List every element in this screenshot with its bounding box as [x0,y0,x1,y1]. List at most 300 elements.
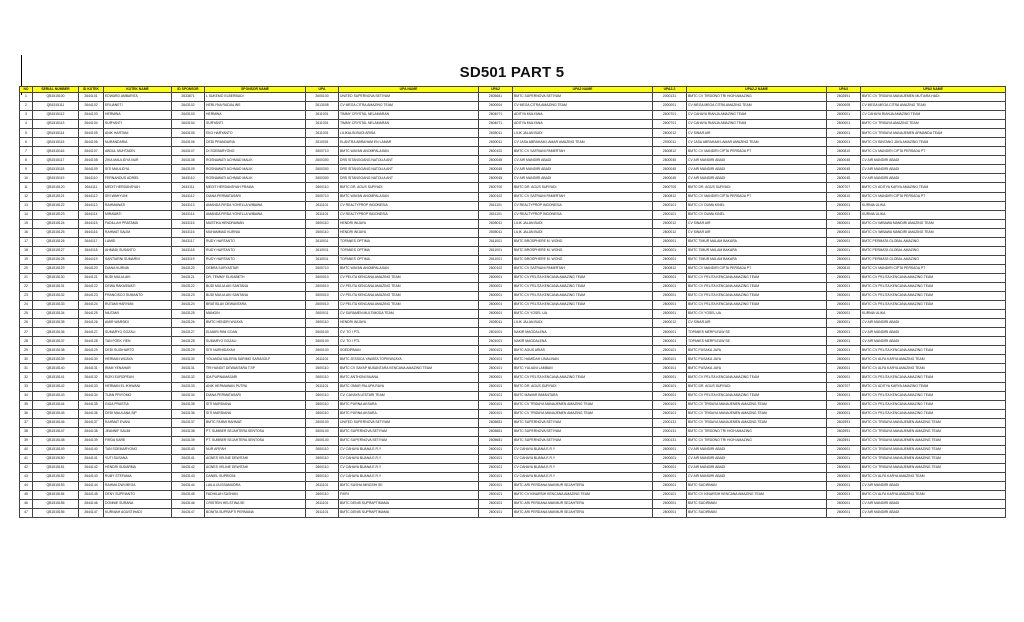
table-cell: DEDI MAULANA SIP [104,409,172,418]
table-cell: 31 [20,364,33,373]
table-cell: BMTC ARI PERDANA MAKMUR SEJAHTERA [513,500,653,509]
table-cell: 2643129 [172,346,205,355]
table-cell: 2611101 [306,210,339,219]
table-cell: 2644104 [79,120,104,129]
table-row [20,355,1006,364]
table-cell: 2643115 [172,219,205,228]
table-cell: BMTC TIMUR MALAM BAKARA [687,237,827,246]
table-cell: 2600100 [306,328,339,337]
table-cell: QB1515127 [33,246,79,255]
table-cell: BMTC WAYAN ANOMPALASAN [339,147,479,156]
table-cell: BMTC CV PELITA KENCANA AMAZING TEAM [687,301,827,310]
table-cell: 2600010 [306,292,339,301]
table-row [20,138,1006,147]
table-cell: 24 [20,301,33,310]
table-cell: 2643123 [172,292,205,301]
table-cell: 2644122 [79,282,104,291]
table-cell: CV. TO I PTL [339,328,479,337]
table-cell: 2643138 [172,427,205,436]
table-cell: 44 [20,482,33,491]
column-header: NO [20,87,33,93]
table-cell: 2600100 [306,346,339,355]
table-row [20,337,1006,346]
table-cell: 2611001 [306,129,339,138]
table-cell: BMTC SUSHA NINGSIH SE [339,482,479,491]
table-cell: 2643102 [172,102,205,111]
column-header: UPA3 [827,87,861,93]
table-cell: QB1515147 [33,427,79,436]
table-cell: BMTC SUPERNOVA SETIYAM [513,418,653,427]
table-cell: ERLIANETI [104,102,172,111]
table-cell: QB1515139 [33,355,79,364]
table-cell: CV. CAHAYA LESTARI TEAM [339,391,479,400]
table-cell: FADHILAH SUSHAN [205,491,306,500]
table-cell: 2644140 [79,445,104,454]
table-cell: SOEDIRMAN [339,346,479,355]
table-cell: 2600001 [827,491,861,500]
table-cell: 27 [20,328,33,337]
table-cell: 2600001 [653,373,687,382]
table-cell: QB1515117 [33,156,79,165]
table-cell: 2643104 [172,120,205,129]
table-cell: 2600001 [653,246,687,255]
table-cell: 2600700 [479,183,513,192]
table-cell: 47 [20,509,33,518]
table-cell: 2610001 [306,138,339,147]
table-cell: CV AIR MANDIRI ABADI [687,454,827,463]
table-cell: GIGA PRASTIA [104,400,172,409]
table-cell: CV CAHAYA BUANA E.R.Y [513,463,653,472]
table-cell: 2600001 [653,310,687,319]
table-cell: 18 [20,246,33,255]
table-cell: QB1515118 [33,165,79,174]
table-cell: TAN FOEK YIEN [104,337,172,346]
table-cell: HENDRI WIJAYA [339,319,479,328]
table-cell: 2000131 [653,418,687,427]
table-row [20,364,1006,373]
table-cell: 2644126 [79,319,104,328]
table-cell: 2600001 [827,346,861,355]
table-cell: DRS SITANGGANG NATOLIA ANT [339,165,479,174]
table-row [20,427,1006,436]
table-cell: 2000131 [653,93,687,102]
table-row [20,282,1006,291]
table-cell: SRI WAHYUNI [104,192,172,201]
table-cell: 2600001 [827,391,861,400]
table-cell: 2600101 [479,346,513,355]
table-cell: 2600110 [306,472,339,481]
table-row [20,301,1006,310]
table-cell: 2600001 [827,210,861,219]
table-cell: ABDUL MUHTADIN [104,147,172,156]
table-cell: BMTC CV PELITA KENCANA AMAZING TEAM [861,373,1006,382]
table-cell: QB1515136 [33,328,79,337]
table-cell: 2644109 [79,165,104,174]
table-row [20,111,1006,120]
table-cell: 2644105 [79,129,104,138]
table-cell: 2600045 [479,156,513,165]
table-cell: 2643103 [172,111,205,120]
table-cell: 2600001 [827,111,861,120]
column-header: UPA3 NAME [861,87,1006,93]
table-cell: 2643107 [172,147,205,156]
table-cell: QB1515143 [33,391,79,400]
table-cell: 2643130 [172,355,205,364]
table-cell: 2600102 [479,147,513,156]
table-cell: 2644138 [79,427,104,436]
table-cell: 2611101 [479,210,513,219]
table-cell: 2600001 [827,301,861,310]
table-cell: LAILA ULISSAMUDRA [205,482,306,491]
table-cell: TOPANES OPTIMA [339,255,479,264]
table-cell: 2604071 [479,120,513,129]
table-cell: 2600001 [653,337,687,346]
table-cell: 2643132 [172,373,205,382]
table-cell: CRISTEIN HELSTINA SE [205,500,306,509]
table-row [20,255,1006,264]
table-cell: CV AIR MANDIRI ABADI [513,156,653,165]
table-cell: 2602591 [827,427,861,436]
table-cell: BMTC CV YOSEL UA [513,310,653,319]
table-row [20,156,1006,165]
table-cell: BMTC SUPERNOVA SETIYAM [513,427,653,436]
page-title: SD501 PART 5 [459,64,565,81]
table-cell: CV MEGA CITRA AMAZING TEAM [513,102,653,111]
table-cell: NAKIR MAGDALENA [513,328,653,337]
table-cell: 2600707 [827,382,861,391]
table-cell: 2600001 [827,282,861,291]
table-cell: BMTC CV TIRDONO TRI HIGH AMAZING [687,427,827,436]
table-cell: 2610011 [306,255,339,264]
table-cell: 2600001 [653,482,687,491]
table-cell: BUDI MULIA AKI SANTANA [205,292,306,301]
table-cell: 2644119 [79,255,104,264]
table-cell: 2600010 [306,273,339,282]
table-cell: AHMADI SUSANTO [104,246,172,255]
table-cell: CV CAHAYA RIANJA AMAZING TEAM [687,120,827,129]
table-cell: 2600102 [479,264,513,273]
table-cell: DIANA PERMATASARI [205,391,306,400]
table-cell: 37 [20,418,33,427]
table-row [20,228,1006,237]
table-cell: CV AIR MANDIRI ABADI [861,482,1006,491]
table-cell: TUAN PRIYOMO [104,391,172,400]
table-cell: 2611101 [306,482,339,491]
table-cell: MUHAMMAD KURNIA [205,228,306,237]
table-cell: BMTC TIMUR MALAM BAKARA [687,246,827,255]
column-header: UPA NAME [339,87,479,93]
table-row [20,409,1006,418]
table-cell: 2643116 [172,228,205,237]
table-cell: 6 [20,138,33,147]
table-cell: BMTC CV ADITYA KARYA AMAZING TEAM [861,183,1006,192]
table-cell: BMTC MAWAR BIMANTARA [513,391,653,400]
table-cell: 2600101 [479,409,513,418]
table-cell: BMTC DENIS SUPRAPTIMAMA [339,509,479,518]
table-cell: QB1515141 [33,373,79,382]
table-row [20,219,1006,228]
table-cell: 2600101 [479,500,513,509]
table-cell: HERMINA [205,111,306,120]
table-cell: CV REALTYPROP INDONESIA [339,210,479,219]
table-cell: BMTC CV PELITA KENCANA AMAZING TEAM [687,391,827,400]
table-cell: QB1515138 [33,346,79,355]
table-cell: LILIKALIN BUDI ARISA [339,129,479,138]
table-cell: 2644107 [79,147,104,156]
table-cell: SUMARYO GOZALI [205,337,306,346]
table-cell: 2643146 [172,500,205,509]
table-cell: 1 [20,93,33,102]
table-cell: 2600001 [827,273,861,282]
table-cell: BMTC CV PELITA KENCANA AMAZING TEAM [861,409,1006,418]
table-cell: BMTC BROSPHERE M. WONG [513,255,653,264]
table-cell: AMANDA FIRDA YOHELLA WIBAWA [205,210,306,219]
table-cell: 41 [20,454,33,463]
table-cell: CV CAHAYA BUANA E.R.Y [339,463,479,472]
table-row [20,120,1006,129]
table-cell: 2600001 [827,201,861,210]
table-cell: BMTC CV ALFA KARYA AMAZING TEAM [861,355,1006,364]
table-cell: TAN SOEMARYONO [104,445,172,454]
table-cell: 2605011 [479,228,513,237]
table-row [20,273,1006,282]
table-cell: BMTC CV ALFA KARYA AMAZING TEAM [861,364,1006,373]
table-cell: 2643112 [172,192,205,201]
table-cell: BMTC AGUS ARIAS [513,346,653,355]
table-cell: 2600110 [306,491,339,500]
table-cell: 2644118 [79,246,104,255]
table-cell: 2643118 [172,246,205,255]
table-cell: 30 [20,355,33,364]
column-header: UPA2-2 [653,87,687,93]
table-cell: 2600110 [306,454,339,463]
table-cell: ROSNAWATI ACHMAD MALIK [205,174,306,183]
table-cell: 2644137 [79,418,104,427]
table-cell: 2600110 [306,183,339,192]
table-cell: SURYANTI [104,120,172,129]
table-cell: CV PELITA KENCANA AMAZING TEAM [339,292,479,301]
table-row [20,310,1006,319]
table-cell: AMANDA FIRDA YOHELLA WIBAWA [205,201,306,210]
table-cell: QB1515100 [33,93,79,102]
table-cell: 2600100 [306,93,339,102]
table-cell: 21 [20,273,33,282]
table-cell: 2600001 [653,273,687,282]
table-cell: QB1515144 [33,400,79,409]
table-cell: 2600100 [306,418,339,427]
column-header: UPA2 NAME [513,87,653,93]
table-cell: 2600001 [827,509,861,518]
table-cell: 2605681 [479,436,513,445]
table-cell: 2600001 [827,246,861,255]
table-cell: BMTC JESSICA YAWATA TOPIKWIJAYA [339,355,479,364]
table-cell: 2600045 [653,156,687,165]
table-cell: 2600001 [653,500,687,509]
table-cell: 2644103 [79,111,104,120]
table-cell: 2000001 [653,102,687,111]
table-cell: 2643147 [172,509,205,518]
table-cell: CV AIR MANDIRI ABADI [513,174,653,183]
table-cell: 2600710 [306,192,339,201]
table-cell: DENY SUPRIANTO [104,491,172,500]
table-cell: 2600300 [306,156,339,165]
table-cell: BMTC DR. AGUS SURYADI [687,183,827,192]
table-cell: KURNIA ULIKA [861,310,1006,319]
table-cell: 2600045 [827,165,861,174]
table-cell: LILIK JALAN BUDI [513,228,653,237]
table-cell: 2601001 [479,328,513,337]
table-cell: DANIEL SUPRIONI [205,472,306,481]
table-cell: FRANCISCO SUMANTO [104,292,172,301]
table-cell: 20 [20,264,33,273]
table-cell: RUDY HARTANTO [205,255,306,264]
table-cell: 2600101 [479,482,513,491]
table-cell: 2643137 [172,418,205,427]
table-cell: BMTC ARI PERDANA MAKMUR SEJAHTERA [513,482,653,491]
table-row [20,237,1006,246]
table-cell: 2600001 [827,409,861,418]
table-cell: BMTC CV PELITA KENCANA AMAZING TEAM [861,292,1006,301]
table-cell: 2643119 [172,255,205,264]
table-cell: 2643139 [172,436,205,445]
table-cell: 2600045 [827,156,861,165]
table-cell: 2600101 [479,454,513,463]
table-cell: CV AIR MANDIRI ABADI [687,463,827,472]
table-cell: 2644133 [79,382,104,391]
table-cell: MIRAWATI [104,210,172,219]
table-cell: SITI MARDIANA [205,409,306,418]
table-cell: 4 [20,120,33,129]
table-cell: DR. TEMMY ELISABETH [205,273,306,282]
table-cell: 2644128 [79,337,104,346]
table-cell: BMTC HENDRI WIJAYA [205,319,306,328]
table-cell: ELMARI RINI GOAN [205,328,306,337]
table-cell: HERMINA [104,111,172,120]
table-row [20,509,1006,518]
table-row [20,382,1006,391]
table-cell: QB1515156 [33,509,79,518]
table-cell: 2644106 [79,138,104,147]
table-cell: SITI MARDIANA [205,400,306,409]
table-cell: BMTC CV TRIDAYA MANAJEMEN AMAZING TEAM [861,436,1006,445]
table-cell: 2643120 [172,264,205,273]
table-cell: BMTC CV PELITA KENCANA AMAZING TEAM [861,282,1006,291]
table-cell: BMTC CV PELITA KENCANA AMAZING TEAM [513,273,653,282]
table-cell: 2600001 [827,463,861,472]
table-cell: TIMMY CRYSTAL NELAMARAN [339,111,479,120]
table-cell: BMTC CV MANDIRI CIPTA PERSADA PT [861,264,1006,273]
table-cell: MANGIN [205,310,306,319]
table-cell: 2643121 [172,273,205,282]
table-cell: BMTC FAHMI RAHMAT [205,418,306,427]
table-cell: 2644110 [79,174,104,183]
table-cell: 2600005 [827,102,861,111]
table-cell: 2610011 [306,237,339,246]
table-cell: 2643134 [172,391,205,400]
table-cell: BMTC CV ADITYA KARYA AMAZING TEAM [861,382,1006,391]
table-cell: CV CAHAYA BUANA E.R.Y [339,472,479,481]
table-cell: 2613008 [306,102,339,111]
table-cell: 2600110 [306,228,339,237]
table-cell: 2600700 [653,183,687,192]
table-cell: BRATISLAV DEWANTARA [205,301,306,310]
table-row [20,93,1006,102]
table-cell: 2600101 [479,491,513,500]
table-row [20,292,1006,301]
table-cell: BMTC SUPERNOVA SETIYAM [339,427,479,436]
table-cell: 2600001 [653,237,687,246]
table-row [20,246,1006,255]
table-cell: 2644134 [79,391,104,400]
table-cell: 42 [20,463,33,472]
table-cell: SUMARYO GOZALI [104,328,172,337]
table-cell: 2600110 [306,409,339,418]
table-row [20,328,1006,337]
table-cell: 2600045 [827,174,861,183]
table-cell: CV JASA ABRAHAM LAMAR AMAZING TEAM [687,138,827,147]
table-cell: 2611001 [479,255,513,264]
table-cell: 2600001 [827,237,861,246]
column-header: UPA [306,87,339,93]
table-cell: QB1515125 [33,228,79,237]
table-cell: BMTC DR. AGUS SURYADI [513,183,653,192]
table-cell: 2644145 [79,491,104,500]
table-cell: CV SINAR AIR [687,219,827,228]
table-cell: BMTC CV TRIDAYA MANAJEMEN AMAZING TEAM [687,409,827,418]
table-cell: 2644125 [79,310,104,319]
table-cell: BMTC CV TRIDAYA MANAJEMEN AMAZING TEAM [861,427,1006,436]
table-cell: 2600001 [479,310,513,319]
table-cell: BMTC SUDIRMAN [687,509,827,518]
table-cell: SITI MAULIDYA [104,165,172,174]
table-cell: 2643105 [172,129,205,138]
table-cell: 2600001 [827,138,861,147]
table-cell: 2600001 [827,373,861,382]
table-cell: 2600101 [653,364,687,373]
table-cell: CV CAHAYA BUANA E.R.Y [339,445,479,454]
table-row [20,319,1006,328]
table-cell: 29 [20,346,33,355]
table-cell: 2600101 [479,445,513,454]
table-cell: BONITA SUPRAPTI PERMANA [205,509,306,518]
table-cell: 2600001 [479,292,513,301]
table-cell: 2600012 [653,228,687,237]
table-cell: 2644115 [79,219,104,228]
table-cell: NURANDARIA [104,138,172,147]
table-cell: CV REALTYPROP INDONESIA [513,201,653,210]
table-cell: 2644124 [79,301,104,310]
table-cell: CV AIR MANDIRI ABADI [687,174,827,183]
table-cell: AGNES VELINE DEWITAHI [205,463,306,472]
table-row [20,102,1006,111]
table-cell: 2644141 [79,454,104,463]
table-cell: BMTC OMAR PALUPA RAYA [339,382,479,391]
table-cell: DIANA PERMATASARI [205,192,306,201]
table-cell: 2600001 [827,129,861,138]
table-cell: L SUKEMO ELBERBUDI [205,93,306,102]
table-cell: BMTC BROSPHERE M. WONG [513,237,653,246]
table-cell: 2 [20,102,33,111]
table-cell: 2643135 [172,400,205,409]
table-cell: 2600001 [827,292,861,301]
table-cell: 19 [20,255,33,264]
table-cell: QB1515124 [33,219,79,228]
table-cell: BMTC DR. AGUS SURYADI [687,382,827,391]
table-cell: 2600001 [653,301,687,310]
table-cell: CV JASA ABRAHAM LAMAR AMAZING TEAM [513,138,653,147]
table-cell: BMTC PUSAKA JAYA [687,364,827,373]
table-cell: YOLANDA VALERIA SARIMO SARASOLF [205,355,306,364]
